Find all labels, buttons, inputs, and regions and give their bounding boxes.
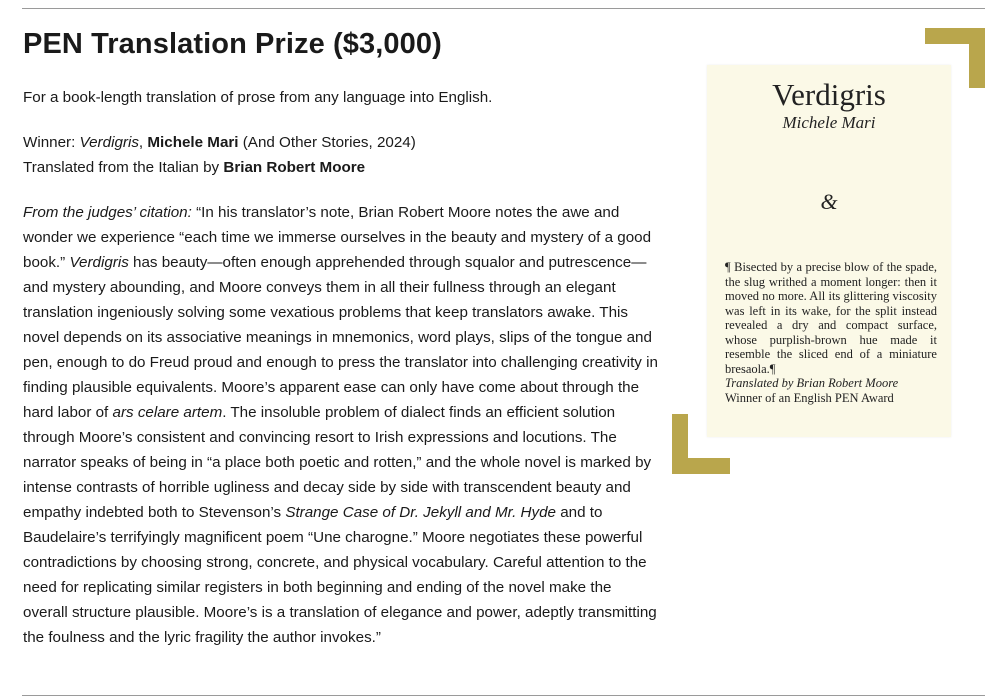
prize-description: For a book-length translation of prose from any language into English. [23, 89, 493, 106]
citation-italic-1: Verdigris [69, 254, 129, 271]
citation-text-3: . The insoluble problem of dialect finds an efficient solution through Moore’s consistent and convincing resort to Irish expressions and locutions. The narrator speaks of being in “a place both poetic and rotten,” and the whole novel is marked by intense contrasts of horrible ugliness and decay side by side with transcendent beauty and empathy indebted both to Stevenson’s [23, 404, 652, 521]
book-cover-panel [672, 28, 987, 474]
author-link[interactable]: Michele Mari [147, 134, 239, 151]
judges-citation [23, 200, 658, 650]
corner-bracket-bottom-left [672, 458, 730, 474]
top-divider [22, 8, 985, 9]
prize-section [23, 28, 658, 650]
citation-text-4: and to Baudelaire’s terrifyingly magnificent poem “Une charogne.” Moore negotiates these powerful contradictions by choosing strong, concrete, and physical vocabulary. Careful attention to the need for replicating similar registers in both beginning and ending of the novel make the overall structure plausible. Moore’s is a translation of elegance and power, adeptly transmitting the foulness and the lyric fragility the author invokes.” [23, 504, 657, 646]
winner-sep: , [138, 134, 148, 151]
prize-heading: PEN Translation Prize ($3,000) [23, 28, 442, 60]
citation-text-1: “In his translator’s note, Brian Robert Moore notes the awe and wonder we experience “each time we immerse ourselves in the beauty and mystery of a good book.” [23, 204, 652, 271]
bottom-divider [22, 695, 985, 696]
cover-translator-credit: Translated by Brian Robert Moore [725, 376, 899, 390]
cover-title: Verdigris [772, 77, 886, 112]
cover-award-line: Winner of an English PEN Award [725, 390, 894, 405]
translated-prefix: Translated from the Italian by [23, 159, 224, 176]
publisher-ampersand-logo: & [820, 189, 838, 214]
book-cover-image [707, 65, 951, 437]
citation-label: From the judges’ citation: [23, 204, 192, 221]
winner-details: (And Other Stories, 2024) [238, 134, 416, 151]
citation-italic-2: ars celare artem [112, 404, 223, 421]
citation-italic-3: Strange Case of Dr. Jekyll and Mr. Hyde [285, 504, 556, 521]
winner-book-title: Verdigris [79, 134, 139, 151]
cover-author: Michele Mari [782, 113, 876, 132]
winner-info [23, 130, 658, 180]
cover-excerpt: ¶ Bisected by a precise blow of the spade, the slug writhed a moment longer: then it moved no more. All its glittering viscosity was left in its wake, for the split instead revealed a dry and compact surface, whose purplish-brown hue made it resemble the sliced end of a miniature bresaola.¶ [725, 260, 937, 376]
winner-prefix: Winner: [23, 134, 80, 151]
citation-text-2: has beauty—often enough apprehended through squalor and putrescence—and mystery abounding, and Moore conveys them in all their fullness through an elegant translation ingeniously solving some vexatious problems that keep translators awake. This novel depends on its associative meanings in mnemonics, word plays, slips of the tongue and pen, enough to do Freud proud and enough to press the translator into challenging creativity in finding plausible equivalents. Moore’s apparent ease can only have come about through the hard labor of [23, 254, 658, 421]
corner-bracket-top-right-vertical [969, 28, 985, 88]
translator-link[interactable]: Brian Robert Moore [223, 159, 366, 176]
